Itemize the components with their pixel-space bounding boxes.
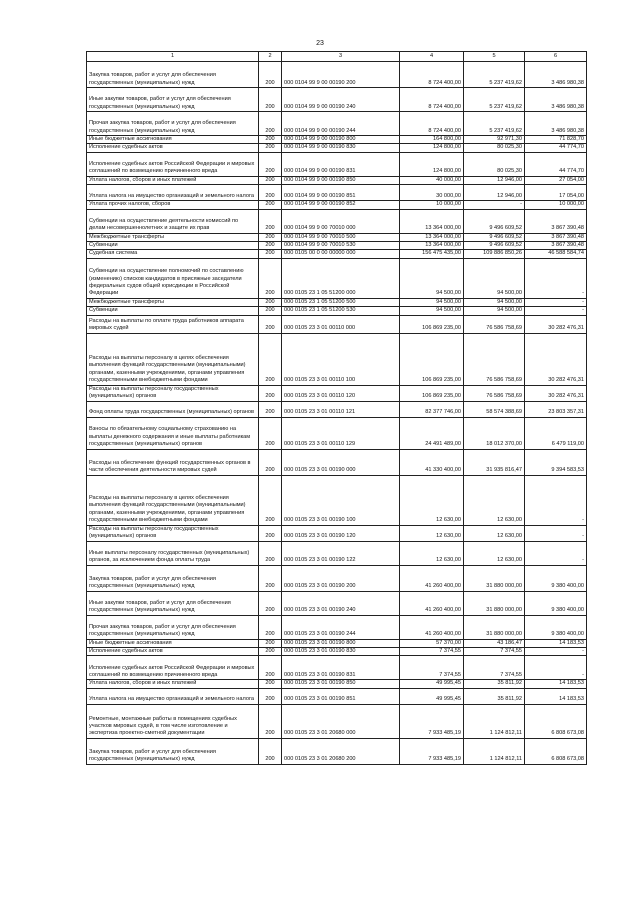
row-approved: 7 374,55 — [400, 648, 464, 656]
table-row — [87, 250, 587, 258]
table-row — [87, 258, 587, 298]
row-code: 200 — [259, 565, 282, 591]
row-name: Субвенции на осуществление полномочий по составлению (изменению) списков кандидатов в присяжные заседатели федеральных судов общей юрисдикции в Российской Федерации — [87, 258, 259, 298]
row-approved: 164 800,00 — [400, 136, 464, 144]
row-approved: 41 330 400,00 — [400, 449, 464, 475]
row-classification: 000 0105 23 3 01 00190 120 — [282, 525, 400, 541]
row-executed: 31 935 816,47 — [464, 449, 525, 475]
row-classification: 000 0105 23 3 01 00110 120 — [282, 385, 400, 401]
row-remaining: 6 808 673,08 — [525, 704, 587, 738]
row-approved: 106 869 235,00 — [400, 333, 464, 385]
row-name: Исполнение судебных актов — [87, 144, 259, 152]
row-executed: 9 496 609,52 — [464, 209, 525, 233]
row-approved: 124 800,00 — [400, 144, 464, 152]
row-approved: 57 370,00 — [400, 639, 464, 647]
row-name: Иные бюджетные ассигнования — [87, 639, 259, 647]
row-name: Закупка товаров, работ и услуг для обеспечения государственных (муниципальных) нужд — [87, 565, 259, 591]
row-approved: 10 000,00 — [400, 201, 464, 209]
table-row — [87, 656, 587, 680]
row-code: 200 — [259, 475, 282, 525]
row-remaining: - — [525, 475, 587, 525]
row-executed: 35 811,92 — [464, 680, 525, 688]
row-executed: 9 496 609,52 — [464, 233, 525, 241]
row-remaining: 14 183,53 — [525, 688, 587, 704]
row-remaining: 30 282 476,31 — [525, 315, 587, 333]
table-row — [87, 112, 587, 136]
row-remaining: 71 828,70 — [525, 136, 587, 144]
row-approved: 30 000,00 — [400, 185, 464, 201]
row-classification: 000 0105 23 3 01 00190 830 — [282, 648, 400, 656]
row-approved: 156 475 435,00 — [400, 250, 464, 258]
row-name: Ремонтные, монтажные работы в помещениях судебных участков мировых судей, в том числе изготовление и экспертиза проектно-сметной документации — [87, 704, 259, 738]
row-executed: - — [464, 201, 525, 209]
row-remaining: 3 867 390,48 — [525, 242, 587, 250]
table-row — [87, 209, 587, 233]
row-code: 200 — [259, 136, 282, 144]
header-row — [87, 52, 587, 62]
row-remaining: 3 486 980,38 — [525, 62, 587, 88]
row-classification: 000 0105 23 1 05 51200 530 — [282, 307, 400, 315]
row-code: 200 — [259, 417, 282, 449]
row-approved: 82 377 746,00 — [400, 401, 464, 417]
row-executed: 94 500,00 — [464, 307, 525, 315]
row-classification: 000 0105 23 3 01 00190 244 — [282, 615, 400, 639]
row-code: 200 — [259, 152, 282, 176]
row-approved: 49 995,45 — [400, 680, 464, 688]
row-name: Межбюджетные трансферты — [87, 233, 259, 241]
table-body — [87, 62, 587, 765]
row-classification: 000 0105 23 3 01 00190 200 — [282, 565, 400, 591]
row-code: 200 — [259, 449, 282, 475]
table-row — [87, 152, 587, 176]
row-approved: 8 724 400,00 — [400, 112, 464, 136]
row-code: 200 — [259, 688, 282, 704]
row-approved: 106 869 235,00 — [400, 315, 464, 333]
row-executed: 31 880 000,00 — [464, 615, 525, 639]
row-approved: 24 491 489,00 — [400, 417, 464, 449]
row-code: 200 — [259, 201, 282, 209]
table-row — [87, 639, 587, 647]
row-classification: 000 0104 99 9 00 00190 200 — [282, 62, 400, 88]
table-row — [87, 615, 587, 639]
row-executed: 12 946,00 — [464, 176, 525, 184]
row-approved: 8 724 400,00 — [400, 88, 464, 112]
row-executed: 7 374,55 — [464, 656, 525, 680]
row-code: 200 — [259, 680, 282, 688]
row-classification: 000 0105 23 3 01 00110 100 — [282, 333, 400, 385]
row-name: Расходы на выплаты персоналу в целях обеспечения выполнения функций государственными (муниципальными) органами, казенными учреждениями, органами управления государственными внебюджетными фондами — [87, 333, 259, 385]
row-approved: 49 995,45 — [400, 688, 464, 704]
row-classification: 000 0104 99 9 00 70010 530 — [282, 242, 400, 250]
table-row — [87, 541, 587, 565]
row-approved: 40 000,00 — [400, 176, 464, 184]
row-remaining: 30 282 476,31 — [525, 385, 587, 401]
row-remaining: 3 867 390,48 — [525, 209, 587, 233]
row-approved: 8 724 400,00 — [400, 62, 464, 88]
row-approved: 94 500,00 — [400, 298, 464, 306]
row-code: 200 — [259, 738, 282, 764]
table-row — [87, 525, 587, 541]
row-classification: 000 0104 99 9 00 00190 244 — [282, 112, 400, 136]
row-name: Иные закупки товаров, работ и услуг для обеспечения государственных (муниципальных) нужд — [87, 88, 259, 112]
row-approved: 12 630,00 — [400, 541, 464, 565]
row-remaining: 30 282 476,31 — [525, 333, 587, 385]
table-row — [87, 233, 587, 241]
row-code: 200 — [259, 144, 282, 152]
row-classification: 000 0104 99 9 00 70010 000 — [282, 209, 400, 233]
row-executed: 35 811,92 — [464, 688, 525, 704]
row-code: 200 — [259, 176, 282, 184]
row-classification: 000 0105 23 3 01 00110 000 — [282, 315, 400, 333]
row-remaining: 3 486 980,38 — [525, 88, 587, 112]
row-code: 200 — [259, 112, 282, 136]
row-code: 200 — [259, 298, 282, 306]
row-name: Уплата прочих налогов, сборов — [87, 201, 259, 209]
row-code: 200 — [259, 615, 282, 639]
row-remaining: 23 803 357,31 — [525, 401, 587, 417]
row-name: Субвенции — [87, 307, 259, 315]
row-remaining: 27 054,00 — [525, 176, 587, 184]
row-remaining: 3 486 980,38 — [525, 112, 587, 136]
row-name: Субвенции — [87, 242, 259, 250]
row-classification: 000 0105 23 3 01 20680 200 — [282, 738, 400, 764]
row-remaining: - — [525, 656, 587, 680]
row-code: 200 — [259, 315, 282, 333]
row-code: 200 — [259, 525, 282, 541]
row-remaining: 6 808 673,08 — [525, 738, 587, 764]
row-classification: 000 0105 23 3 01 00110 121 — [282, 401, 400, 417]
row-name: Закупка товаров, работ и услуг для обеспечения государственных (муниципальных) нужд — [87, 62, 259, 88]
row-remaining: 17 054,00 — [525, 185, 587, 201]
row-code: 200 — [259, 62, 282, 88]
row-name: Уплата налога на имущество организаций и земельного налога — [87, 688, 259, 704]
row-remaining: 3 867 390,48 — [525, 233, 587, 241]
table-row — [87, 385, 587, 401]
row-name: Расходы на выплаты по оплате труда работников аппарата мировых судей — [87, 315, 259, 333]
row-executed: 18 012 370,00 — [464, 417, 525, 449]
row-executed: 76 586 758,69 — [464, 385, 525, 401]
row-code: 200 — [259, 185, 282, 201]
budget-execution-table — [86, 51, 587, 765]
row-executed: 80 025,30 — [464, 144, 525, 152]
row-name: Взносы по обязательному социальному страхованию на выплаты денежного содержания и иные выплаты работникам государственных (муниципальных) органов — [87, 417, 259, 449]
table-row — [87, 401, 587, 417]
row-name: Расходы на выплаты персоналу в целях обеспечения выполнения функций государственными (муниципальными) органами, казенными учреждениями, органами управления государственными внебюджетными фондами — [87, 475, 259, 525]
row-executed: 76 586 758,69 — [464, 333, 525, 385]
row-classification: 000 0105 23 3 01 00190 000 — [282, 449, 400, 475]
row-approved: 7 933 485,19 — [400, 738, 464, 764]
row-classification: 000 0105 23 3 01 00190 800 — [282, 639, 400, 647]
table-row — [87, 417, 587, 449]
row-classification: 000 0105 23 3 01 00190 850 — [282, 680, 400, 688]
row-approved: 41 260 400,00 — [400, 591, 464, 615]
row-classification: 000 0105 23 1 05 51200 000 — [282, 258, 400, 298]
row-name: Прочая закупка товаров, работ и услуг для обеспечения государственных (муниципальных) нужд — [87, 615, 259, 639]
table-row — [87, 298, 587, 306]
row-code: 200 — [259, 258, 282, 298]
row-executed: 5 237 419,62 — [464, 62, 525, 88]
row-code: 200 — [259, 333, 282, 385]
column-header: 5 — [464, 52, 525, 62]
row-classification: 000 0104 99 9 00 00190 851 — [282, 185, 400, 201]
row-code: 200 — [259, 250, 282, 258]
table-row — [87, 185, 587, 201]
row-code: 200 — [259, 385, 282, 401]
column-header: 2 — [259, 52, 282, 62]
row-classification: 000 0105 23 3 01 20680 000 — [282, 704, 400, 738]
row-executed: 5 237 419,62 — [464, 112, 525, 136]
row-name: Прочая закупка товаров, работ и услуг для обеспечения государственных (муниципальных) нужд — [87, 112, 259, 136]
row-name: Расходы на обеспечение функций государственных органов в части обеспечения деятельности мировых судей — [87, 449, 259, 475]
table-row — [87, 680, 587, 688]
row-code: 200 — [259, 648, 282, 656]
column-header: 6 — [525, 52, 587, 62]
row-remaining: - — [525, 258, 587, 298]
row-classification: 000 0104 99 9 00 00190 800 — [282, 136, 400, 144]
table-row — [87, 449, 587, 475]
row-executed: 1 124 812,11 — [464, 738, 525, 764]
row-remaining: - — [525, 541, 587, 565]
row-code: 200 — [259, 541, 282, 565]
row-remaining: 9 394 583,53 — [525, 449, 587, 475]
row-code: 200 — [259, 88, 282, 112]
row-approved: 7 374,55 — [400, 656, 464, 680]
row-code: 200 — [259, 233, 282, 241]
row-name: Закупка товаров, работ и услуг для обеспечения государственных (муниципальных) нужд — [87, 738, 259, 764]
row-name: Иные закупки товаров, работ и услуг для обеспечения государственных (муниципальных) нужд — [87, 591, 259, 615]
row-name: Фонд оплаты труда государственных (муниципальных) органов — [87, 401, 259, 417]
row-name: Уплата налогов, сборов и иных платежей — [87, 176, 259, 184]
row-code: 200 — [259, 242, 282, 250]
row-executed: 12 630,00 — [464, 475, 525, 525]
table-row — [87, 242, 587, 250]
page-number: 23 — [316, 40, 324, 47]
row-remaining: - — [525, 648, 587, 656]
row-name: Исполнение судебных актов Российской Федерации и мировых соглашений по возмещению причиненного вреда — [87, 656, 259, 680]
table-row — [87, 315, 587, 333]
row-executed: 5 237 419,62 — [464, 88, 525, 112]
table-row — [87, 565, 587, 591]
row-executed: 43 186,47 — [464, 639, 525, 647]
row-classification: 000 0105 23 3 01 00190 100 — [282, 475, 400, 525]
column-header: 4 — [400, 52, 464, 62]
row-executed: 58 574 388,69 — [464, 401, 525, 417]
table-row — [87, 62, 587, 88]
table-row — [87, 333, 587, 385]
row-remaining: 10 000,00 — [525, 201, 587, 209]
table-row — [87, 591, 587, 615]
column-header: 1 — [87, 52, 259, 62]
row-executed: 1 124 812,11 — [464, 704, 525, 738]
row-name: Расходы на выплаты персоналу государственных (муниципальных) органов — [87, 385, 259, 401]
row-executed: 109 886 850,26 — [464, 250, 525, 258]
row-remaining: 9 380 400,00 — [525, 615, 587, 639]
row-executed: 12 946,00 — [464, 185, 525, 201]
row-executed: 31 880 000,00 — [464, 565, 525, 591]
row-classification: 000 0105 00 0 00 00000 000 — [282, 250, 400, 258]
row-name: Уплата налогов, сборов и иных платежей — [87, 680, 259, 688]
row-name: Судебная система — [87, 250, 259, 258]
row-code: 200 — [259, 307, 282, 315]
row-approved: 13 364 000,00 — [400, 233, 464, 241]
row-name: Исполнение судебных актов Российской Федерации и мировых соглашений по возмещению причиненного вреда — [87, 152, 259, 176]
row-executed: 76 586 758,69 — [464, 315, 525, 333]
row-name: Субвенции на осуществление деятельности комиссий по делам несовершеннолетних и защите их прав — [87, 209, 259, 233]
row-remaining: 14 183,53 — [525, 639, 587, 647]
row-remaining: - — [525, 307, 587, 315]
row-executed: 94 500,00 — [464, 258, 525, 298]
row-code: 200 — [259, 209, 282, 233]
table-row — [87, 688, 587, 704]
table-row — [87, 475, 587, 525]
table-row — [87, 136, 587, 144]
table-row — [87, 144, 587, 152]
row-classification: 000 0104 99 9 00 00190 831 — [282, 152, 400, 176]
row-code: 200 — [259, 639, 282, 647]
row-name: Иные бюджетные ассигнования — [87, 136, 259, 144]
row-classification: 000 0105 23 3 01 00190 851 — [282, 688, 400, 704]
column-header: 3 — [282, 52, 400, 62]
row-executed: 31 880 000,00 — [464, 591, 525, 615]
row-approved: 13 364 000,00 — [400, 242, 464, 250]
row-approved: 13 364 000,00 — [400, 209, 464, 233]
row-code: 200 — [259, 704, 282, 738]
row-classification: 000 0105 23 3 01 00110 129 — [282, 417, 400, 449]
row-executed: 92 971,30 — [464, 136, 525, 144]
row-name: Исполнение судебных актов — [87, 648, 259, 656]
table-row — [87, 201, 587, 209]
row-name: Расходы на выплаты персоналу государственных (муниципальных) органов — [87, 525, 259, 541]
row-executed: 7 374,55 — [464, 648, 525, 656]
row-remaining: 9 380 400,00 — [525, 591, 587, 615]
row-classification: 000 0105 23 3 01 00190 240 — [282, 591, 400, 615]
row-remaining: 9 380 400,00 — [525, 565, 587, 591]
row-executed: 12 630,00 — [464, 541, 525, 565]
row-code: 200 — [259, 591, 282, 615]
table-row — [87, 307, 587, 315]
row-name: Иные выплаты персоналу государственных (муниципальных) органов, за исключением фонда оплаты труда — [87, 541, 259, 565]
row-classification: 000 0105 23 3 01 00190 831 — [282, 656, 400, 680]
row-classification: 000 0104 99 9 00 00190 850 — [282, 176, 400, 184]
row-classification: 000 0104 99 9 00 70010 500 — [282, 233, 400, 241]
row-approved: 94 500,00 — [400, 258, 464, 298]
row-classification: 000 0104 99 9 00 00190 852 — [282, 201, 400, 209]
row-name: Межбюджетные трансферты — [87, 298, 259, 306]
row-code: 200 — [259, 656, 282, 680]
table-row — [87, 176, 587, 184]
row-approved: 7 933 485,19 — [400, 704, 464, 738]
row-remaining: 44 774,70 — [525, 152, 587, 176]
row-classification: 000 0104 99 9 00 00190 830 — [282, 144, 400, 152]
row-remaining: 44 774,70 — [525, 144, 587, 152]
row-remaining: 46 588 584,74 — [525, 250, 587, 258]
row-remaining: 14 183,53 — [525, 680, 587, 688]
row-remaining: 6 479 119,00 — [525, 417, 587, 449]
row-executed: 94 500,00 — [464, 298, 525, 306]
row-executed: 12 630,00 — [464, 525, 525, 541]
row-classification: 000 0105 23 1 05 51200 500 — [282, 298, 400, 306]
row-classification: 000 0104 99 9 00 00190 240 — [282, 88, 400, 112]
row-code: 200 — [259, 401, 282, 417]
row-approved: 12 630,00 — [400, 475, 464, 525]
row-executed: 80 025,30 — [464, 152, 525, 176]
table-row — [87, 88, 587, 112]
row-approved: 41 260 400,00 — [400, 615, 464, 639]
table-row — [87, 648, 587, 656]
table-row — [87, 738, 587, 764]
row-name: Уплата налога на имущество организаций и земельного налога — [87, 185, 259, 201]
table-row — [87, 704, 587, 738]
row-remaining: - — [525, 525, 587, 541]
row-approved: 41 260 400,00 — [400, 565, 464, 591]
row-approved: 94 500,00 — [400, 307, 464, 315]
row-remaining: - — [525, 298, 587, 306]
row-approved: 12 630,00 — [400, 525, 464, 541]
row-approved: 124 800,00 — [400, 152, 464, 176]
row-executed: 9 496 609,52 — [464, 242, 525, 250]
row-classification: 000 0105 23 3 01 00190 122 — [282, 541, 400, 565]
row-approved: 106 869 235,00 — [400, 385, 464, 401]
